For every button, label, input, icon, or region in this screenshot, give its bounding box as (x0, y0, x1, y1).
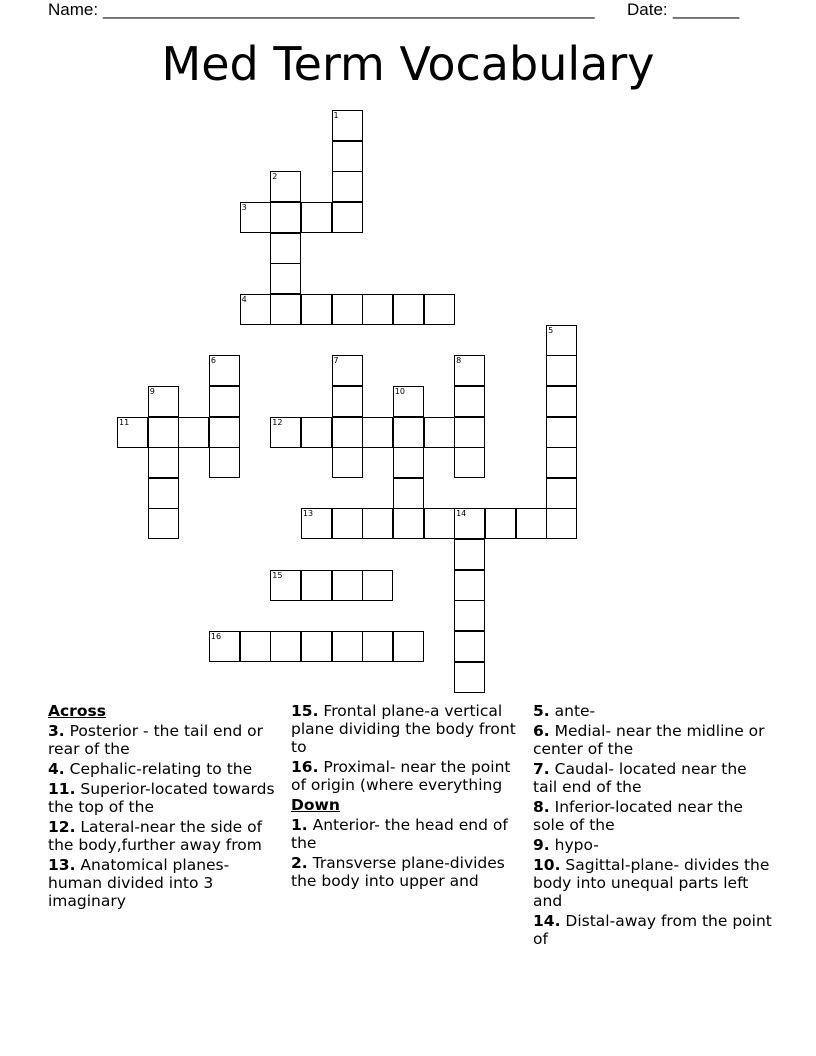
grid-cell[interactable] (209, 631, 240, 662)
grid-cell[interactable] (546, 386, 577, 417)
grid-cell[interactable] (362, 417, 393, 448)
grid-cell[interactable] (270, 171, 301, 202)
across-heading: Across (48, 702, 106, 720)
grid-cell[interactable] (148, 478, 179, 509)
grid-cell[interactable] (454, 386, 485, 417)
grid-cell[interactable] (393, 447, 424, 478)
clue-number: 3 (241, 202, 247, 212)
clue-down-14: 14. Distal-away from the point of (533, 912, 772, 948)
clue-number: 11 (119, 417, 130, 427)
grid-cell[interactable] (424, 417, 455, 448)
grid-cell[interactable] (301, 202, 332, 233)
clues-column-3 (533, 702, 773, 950)
grid-cell[interactable] (332, 570, 363, 601)
grid-cell[interactable] (362, 570, 393, 601)
clue-number: 10 (394, 386, 405, 396)
grid-cell[interactable] (332, 202, 363, 233)
grid-cell[interactable] (454, 662, 485, 693)
name-label: Name: (48, 0, 99, 19)
clue-number: 1 (333, 111, 339, 120)
clue-down-2: 2. Transverse plane-divides the body into upper and (291, 854, 505, 890)
grid-cell[interactable] (270, 233, 301, 264)
grid-cell[interactable] (546, 355, 577, 386)
name-field[interactable]: ____________________________________________________ (103, 0, 595, 19)
grid-cell[interactable] (393, 508, 424, 539)
grid-cell[interactable] (393, 417, 424, 448)
grid-cell[interactable] (209, 386, 240, 417)
grid-cell[interactable] (454, 447, 485, 478)
grid-cell[interactable] (301, 417, 332, 448)
grid-cell[interactable] (454, 631, 485, 662)
grid-cell[interactable] (454, 570, 485, 601)
grid-cell[interactable] (424, 508, 455, 539)
grid-cell[interactable] (270, 570, 301, 601)
page-title: Med Term Vocabulary (161, 37, 655, 91)
clue-across-12: 12. Lateral-near the side of the body,further away from (48, 818, 263, 854)
grid-cell[interactable] (393, 386, 424, 417)
grid-cell[interactable] (454, 417, 485, 448)
clue-number: 7 (333, 356, 339, 366)
clues-column-2 (291, 702, 523, 892)
grid-cell[interactable] (270, 417, 301, 448)
grid-cell[interactable] (117, 417, 148, 448)
grid-cell[interactable] (332, 110, 363, 141)
grid-cell[interactable] (332, 386, 363, 417)
grid-cell[interactable] (270, 263, 301, 294)
clue-number: 9 (149, 386, 155, 396)
clue-across-13: 13. Anatomical planes-human divided into 3 imaginary (48, 856, 230, 910)
grid-cell[interactable] (270, 631, 301, 662)
grid-cell[interactable] (209, 447, 240, 478)
grid-cell[interactable] (546, 478, 577, 509)
clue-number: 4 (241, 294, 247, 304)
grid-cell[interactable] (393, 631, 424, 662)
clue-across-15: 15. Frontal plane-a vertical plane dividing the body front to (291, 702, 516, 756)
grid-cell[interactable] (332, 171, 363, 202)
grid-cell[interactable] (362, 508, 393, 539)
clue-down-5: 5. ante- (533, 702, 596, 720)
grid-cell[interactable] (332, 294, 363, 325)
clue-number: 2 (272, 172, 278, 182)
grid-cell[interactable] (148, 508, 179, 539)
clue-across-3: 3. Posterior - the tail end or rear of the (48, 722, 264, 758)
grid-cell[interactable] (209, 417, 240, 448)
clue-down-7: 7. Caudal- located near the tail end of the (533, 760, 747, 796)
grid-cell[interactable] (546, 447, 577, 478)
grid-cell[interactable] (454, 539, 485, 570)
grid-cell[interactable] (301, 294, 332, 325)
clue-down-6: 6. Medial- near the midline or center of the (533, 722, 765, 758)
clue-number: 16 (210, 632, 222, 641)
clue-number: 15 (272, 570, 283, 580)
clue-number: 5 (548, 325, 554, 335)
grid-cell[interactable] (301, 508, 332, 539)
grid-cell[interactable] (240, 202, 271, 233)
clue-down-9: 9. hypo- (533, 836, 599, 854)
grid-cell[interactable] (270, 294, 301, 325)
grid-cell[interactable] (424, 294, 455, 325)
grid-cell[interactable] (209, 355, 240, 386)
grid-cell[interactable] (546, 325, 577, 356)
grid-cell[interactable] (516, 508, 547, 539)
grid-cell[interactable] (240, 294, 271, 325)
grid-cell[interactable] (454, 600, 485, 631)
grid-cell[interactable] (332, 417, 363, 448)
grid-cell[interactable] (332, 631, 363, 662)
grid-cell[interactable] (393, 294, 424, 325)
grid-cell[interactable] (148, 417, 179, 448)
clues-column-1 (48, 702, 280, 912)
grid-cell[interactable] (301, 631, 332, 662)
clue-across-16: 16. Proximal- near the point of origin (where everything (291, 758, 511, 794)
grid-cell[interactable] (332, 141, 363, 172)
grid-cell[interactable] (332, 355, 363, 386)
clue-across-11: 11. Superior-located towards the top of the (48, 780, 275, 816)
down-heading: Down (291, 796, 340, 814)
clue-number: 12 (272, 417, 283, 427)
grid-cell[interactable] (485, 508, 516, 539)
clue-number: 14 (456, 509, 467, 519)
clue-down-1: 1. Anterior- the head end of the (291, 816, 508, 852)
grid-cell[interactable] (362, 631, 393, 662)
clue-down-8: 8. Inferior-located near the sole of the (533, 798, 743, 834)
grid-cell[interactable] (148, 447, 179, 478)
grid-cell[interactable] (270, 202, 301, 233)
clue-number: 6 (210, 356, 216, 366)
grid-cell[interactable] (454, 355, 485, 386)
grid-cell[interactable] (393, 478, 424, 509)
clue-number: 13 (302, 509, 314, 519)
grid-cell[interactable] (332, 447, 363, 478)
clue-number: 8 (456, 356, 462, 366)
date-label: Date: (627, 0, 668, 19)
grid-cell[interactable] (178, 417, 209, 448)
grid-cell[interactable] (301, 570, 332, 601)
grid-cell[interactable] (454, 508, 485, 539)
date-field[interactable]: _______ (673, 0, 740, 19)
grid-cell[interactable] (546, 417, 577, 448)
grid-cell[interactable] (332, 508, 363, 539)
grid-cell[interactable] (240, 631, 271, 662)
clue-across-4: 4. Cephalic-relating to the (48, 760, 253, 778)
grid-cell[interactable] (362, 294, 393, 325)
grid-cell[interactable] (148, 386, 179, 417)
grid-cell[interactable] (546, 508, 577, 539)
clue-down-10: 10. Sagittal-plane- divides the body into unequal parts left and (533, 856, 770, 910)
